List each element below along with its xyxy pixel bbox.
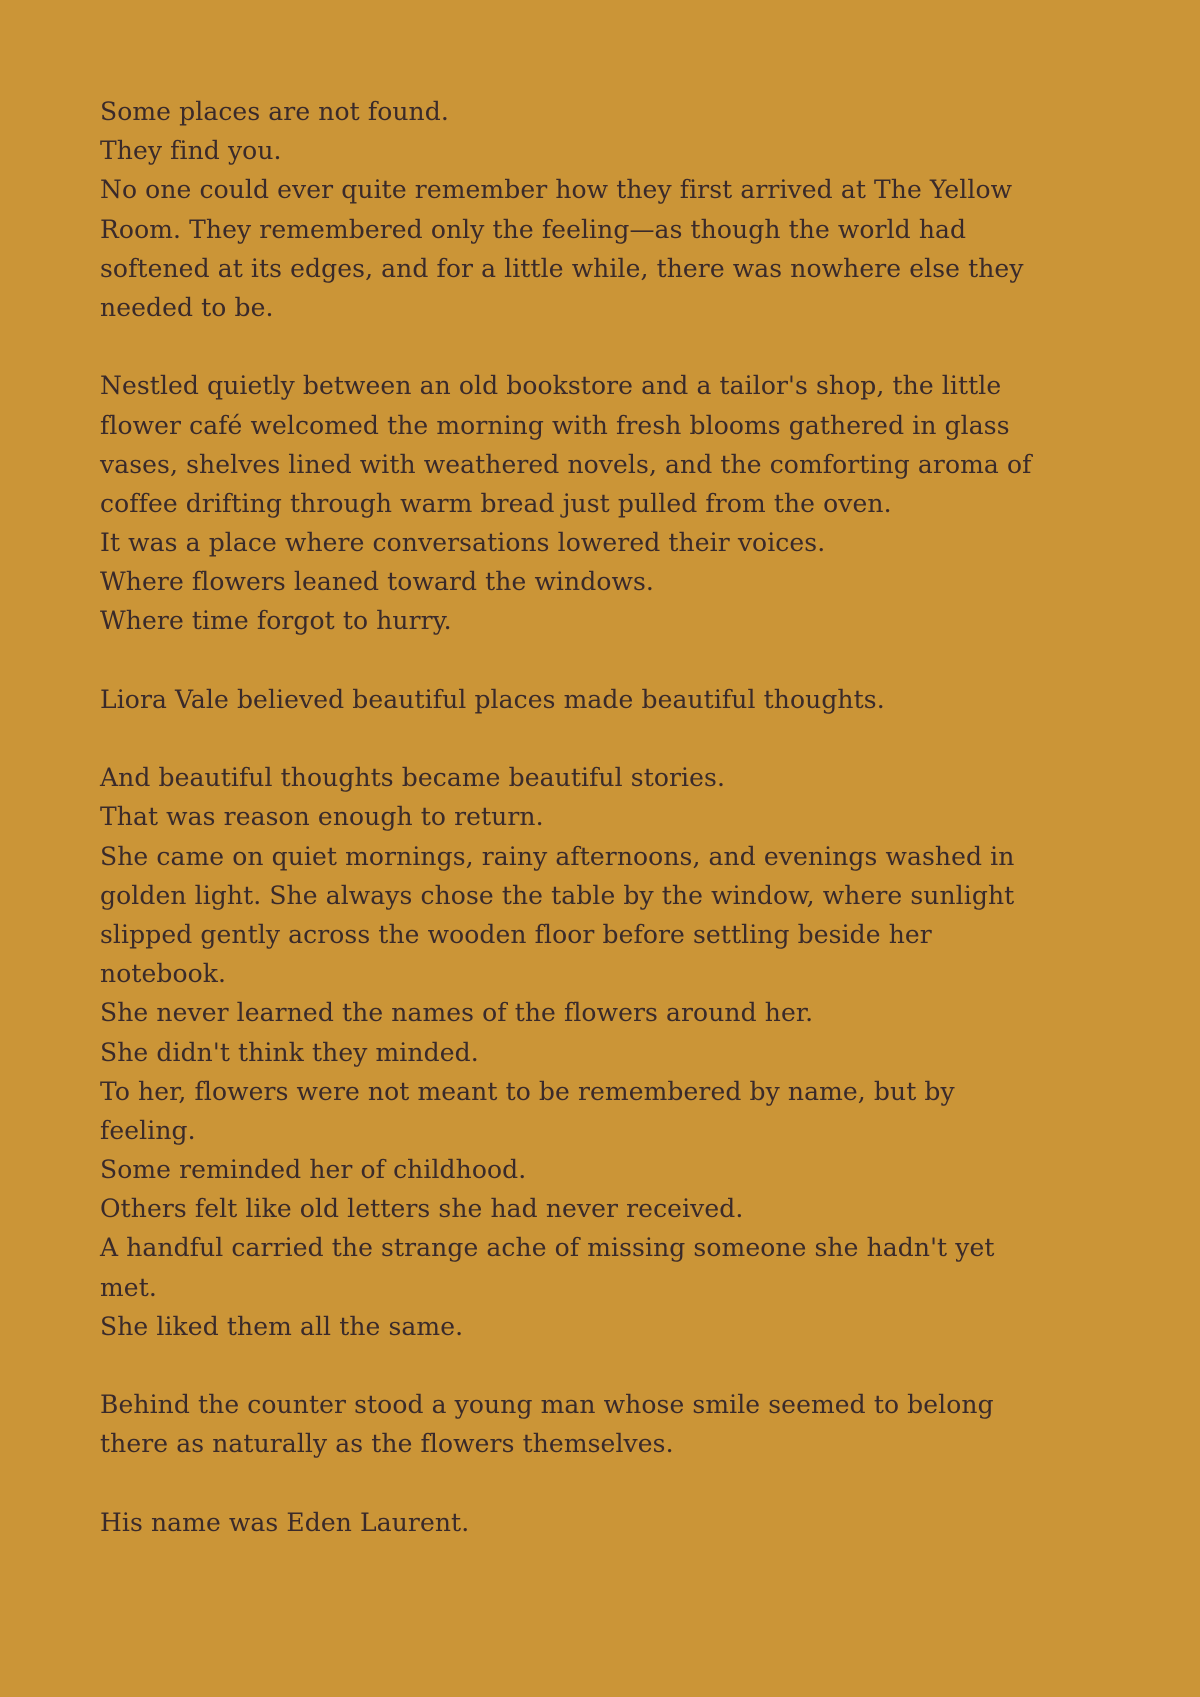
text-line: And beautiful thoughts became beautiful stories.	[100, 763, 726, 793]
text-line: Some reminded her of childhood.	[100, 1155, 527, 1185]
text-line: Where time forgot to hurry.	[100, 606, 452, 636]
text-line: Some places are not found.	[100, 97, 449, 126]
text-line: She never learned the names of the flowers around her.	[100, 998, 814, 1028]
text-line: vases, shelves lined with weathered novels, and the comforting aroma of	[100, 449, 1032, 479]
text-line: She didn't think they minded.	[100, 1037, 479, 1067]
text-line: No one could ever quite remember how they first arrived at The Yellow	[100, 175, 1013, 205]
text-line: They find you.	[100, 136, 282, 166]
text-line: met.	[100, 1272, 157, 1302]
text-line: Behind the counter stood a young man whose smile seemed to belong	[100, 1390, 994, 1420]
paragraph-gap	[100, 1464, 1120, 1503]
text-line: Where flowers leaned toward the windows.	[100, 567, 654, 597]
text-line: Nestled quietly between an old bookstore and a tailor's shop, the little	[100, 371, 1002, 401]
text-line: She liked them all the same.	[100, 1311, 464, 1341]
paragraph-gap	[100, 1346, 1120, 1385]
text-line: slipped gently across the wooden floor before settling beside her	[100, 919, 932, 949]
text-line: feeling.	[100, 1115, 196, 1145]
text-line: needed to be.	[100, 292, 274, 322]
text-line: A handful carried the strange ache of missing someone she hadn't yet	[100, 1233, 995, 1263]
text-line: softened at its edges, and for a little while, there was nowhere else they	[100, 253, 1024, 283]
text-line: His name was Eden Laurent.	[100, 1507, 470, 1537]
paragraph-gap	[100, 641, 1120, 680]
text-line: flower café welcomed the morning with fresh blooms gathered in glass	[100, 410, 1010, 440]
text-line: Others felt like old letters she had never received.	[100, 1194, 744, 1224]
text-line: To her, flowers were not meant to be remembered by name, but by	[100, 1076, 955, 1106]
paragraph-gap	[100, 327, 1120, 366]
paragraph-gap	[100, 719, 1120, 758]
text-line: golden light. She always chose the table by the window, where sunlight	[100, 880, 1015, 910]
text-line: It was a place where conversations lowered their voices.	[100, 528, 826, 558]
text-line: Room. They remembered only the feeling—as though the world had	[100, 214, 967, 244]
text-line: She came on quiet mornings, rainy afternoons, and evenings washed in	[100, 841, 1015, 871]
text-line: coffee drifting through warm bread just pulled from the oven.	[100, 488, 892, 518]
text-line: notebook.	[100, 959, 227, 989]
text-line: Liora Vale believed beautiful places made beautiful thoughts.	[100, 684, 885, 714]
text-line: there as naturally as the flowers themselves.	[100, 1429, 674, 1459]
story-text	[100, 92, 1120, 1542]
text-line: That was reason enough to return.	[100, 802, 544, 832]
